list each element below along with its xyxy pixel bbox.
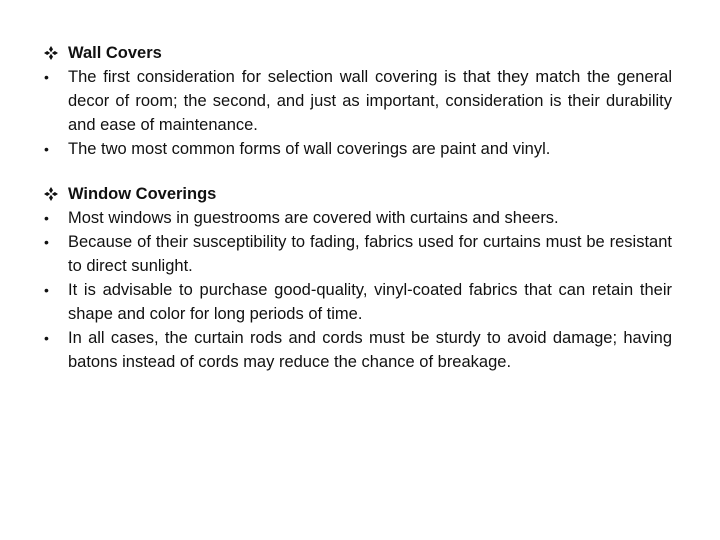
diamond-bullet-icon <box>44 41 68 65</box>
bullet-item <box>44 326 672 374</box>
bullet-dot: • <box>44 69 49 85</box>
bullet-item <box>44 278 672 326</box>
section-heading-text: Window Coverings <box>68 185 217 203</box>
bullet-dot: • <box>44 141 49 157</box>
section-heading-text: Wall Covers <box>68 44 162 62</box>
bullet-item <box>44 230 672 278</box>
bullet-text: Most windows in guestrooms are covered with curtains and sheers. <box>68 209 559 227</box>
bullet-dot: • <box>44 210 49 226</box>
bullet-dot: • <box>44 282 49 298</box>
bullet-text: Because of their susceptibility to fading, fabrics used for curtains must be resistant to direct sunlight. <box>68 233 672 275</box>
section-window-coverings <box>44 182 672 374</box>
bullet-item <box>44 65 672 137</box>
bullet-dot: • <box>44 234 49 250</box>
bullet-text: The two most common forms of wall coverings are paint and vinyl. <box>68 140 551 158</box>
bullet-dot: • <box>44 330 49 346</box>
slide-content <box>44 41 672 395</box>
section-heading <box>44 41 672 65</box>
bullet-item <box>44 206 672 230</box>
section-heading <box>44 182 672 206</box>
bullet-text: In all cases, the curtain rods and cords must be sturdy to avoid damage; having batons instead of cords may reduce the chance of breakage. <box>68 329 672 371</box>
section-wall-covers <box>44 41 672 161</box>
bullet-item <box>44 137 672 161</box>
bullet-text: The first consideration for selection wall covering is that they match the general decor of room; the second, and just as important, consideration is their durability and ease of maintenance. <box>68 68 672 134</box>
diamond-bullet-icon <box>44 182 68 206</box>
bullet-text: It is advisable to purchase good-quality, vinyl-coated fabrics that can retain their shape and color for long periods of time. <box>68 281 672 323</box>
